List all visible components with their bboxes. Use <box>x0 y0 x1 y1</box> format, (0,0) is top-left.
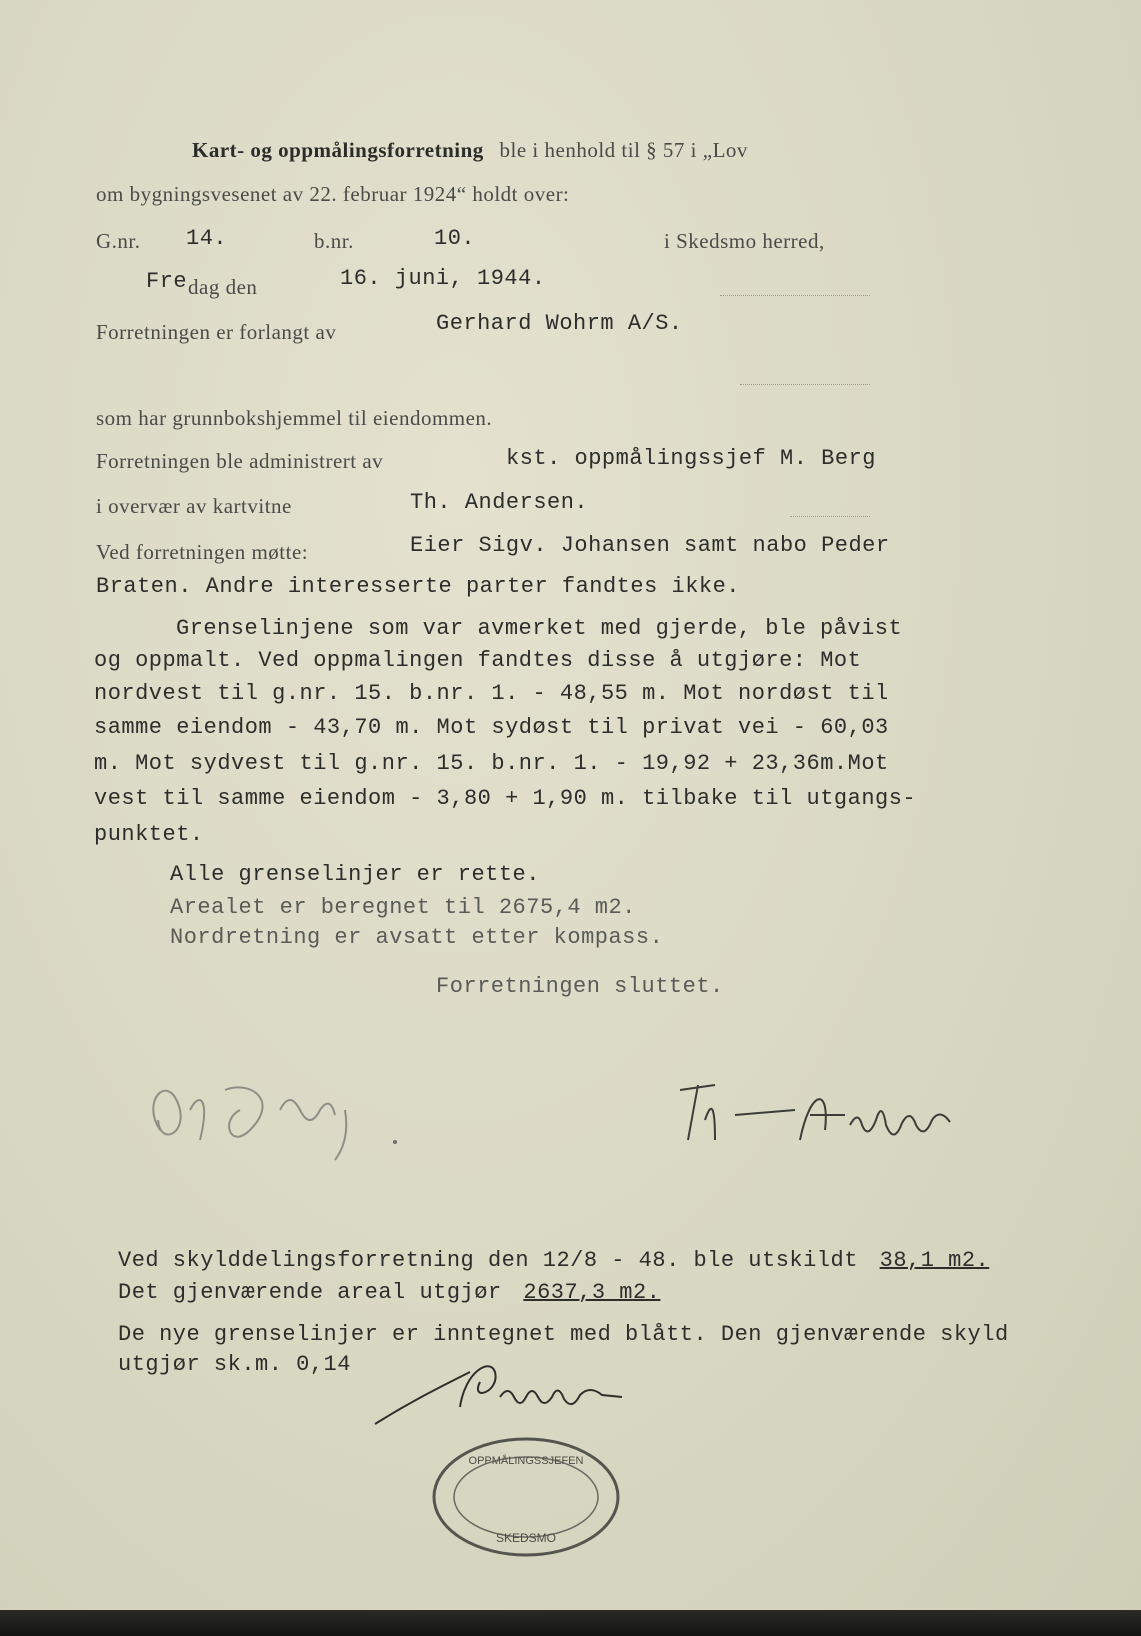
signature-th-andersen <box>660 1070 990 1170</box>
addendum-line-2-text: Det gjenværende areal utgjør <box>118 1280 502 1305</box>
utskildt-area: 38,1 m2. <box>879 1248 990 1273</box>
witness-label: i overvær av kartvitne <box>96 494 292 518</box>
admin-value: kst. oppmålingssjef M. Berg <box>506 446 876 471</box>
date-value: 16. juni, 1944. <box>340 266 546 291</box>
bnr-value: 10. <box>434 226 476 251</box>
body-line-5: m. Mot sydvest til g.nr. 15. b.nr. 1. - 19,92 + 23,36m.Mot <box>94 751 889 776</box>
scan-bottom-edge <box>0 1610 1141 1636</box>
heading-line-2: om bygningsvesenet av 22. februar 1924“ holdt over: <box>96 182 570 206</box>
present-continuation: Braten. Andre interesserte parter fandtes ikke. <box>96 574 741 599</box>
addendum-line-2 <box>118 1280 660 1305</box>
addendum-line-4: utgjør sk.m. 0,14 <box>118 1352 351 1377</box>
requested-label: Forretningen er forlangt av <box>96 320 337 344</box>
requested-dotted-line <box>740 384 870 385</box>
witness-value: Th. Andersen. <box>410 490 589 515</box>
note-line-2: Arealet er beregnet til 2675,4 m2. <box>170 895 636 920</box>
heading-rest: ble i henhold til § 57 i „Lov <box>499 138 748 162</box>
bnr-label: b.nr. <box>314 229 354 253</box>
addendum-line-1 <box>118 1248 989 1273</box>
day-label: dag den <box>188 275 258 299</box>
present-label: Ved forretningen møtte: <box>96 540 309 564</box>
remaining-area: 2637,3 m2. <box>523 1280 661 1305</box>
heading-line-1 <box>192 138 748 163</box>
body-line-4: samme eiendom - 43,70 m. Mot sydøst til privat vei - 60,03 <box>94 715 889 740</box>
signature-ulander <box>370 1352 690 1432</box>
addendum-line-3: De nye grenselinjer er inntegnet med blått. Den gjenværende skyld <box>118 1322 1009 1347</box>
body-line-3: nordvest til g.nr. 15. b.nr. 1. - 48,55 m. Mot nordøst til <box>94 681 889 706</box>
body-line-2: og oppmalt. Ved oppmalingen fandtes disse å utgjøre: Mot <box>94 648 862 673</box>
herred-label: i Skedsmo herred, <box>664 229 825 253</box>
body-line-7: punktet. <box>94 822 204 847</box>
note-line-1: Alle grenselinjer er rette. <box>170 862 540 887</box>
gnr-value: 14. <box>186 226 228 251</box>
addendum-line-1-text: Ved skylddelingsforretning den 12/8 - 48. ble utskildt <box>118 1248 858 1273</box>
admin-label: Forretningen ble administrert av <box>96 449 384 473</box>
body-line-6: vest til samme eiendom - 3,80 + 1,90 m. tilbake til utgangs- <box>94 786 917 811</box>
body-line-1: Grenselinjene som var avmerket med gjerde, ble påvist <box>176 616 903 641</box>
closing-line: Forretningen sluttet. <box>436 974 724 999</box>
date-dotted-line <box>720 295 870 296</box>
day-value: Fre <box>146 269 188 294</box>
present-value: Eier Sigv. Johansen samt nabo Peder <box>410 533 890 558</box>
form-title: Kart- og oppmålingsforretning <box>192 138 484 162</box>
official-stamp <box>426 1432 626 1562</box>
witness-dotted-line <box>790 516 870 517</box>
gnr-label: G.nr. <box>96 229 141 253</box>
signature-m-berg <box>130 1050 410 1170</box>
stamp-top-text: OPPMÅLINGSSJEFEN <box>468 1455 584 1467</box>
hjemmel-line: som har grunnbokshjemmel til eiendommen. <box>96 406 493 430</box>
note-line-3: Nordretning er avsatt etter kompass. <box>170 925 664 950</box>
stamp-bottom-text: SKEDSMO <box>495 1531 557 1545</box>
requested-value: Gerhard Wohrm A/S. <box>436 311 683 336</box>
